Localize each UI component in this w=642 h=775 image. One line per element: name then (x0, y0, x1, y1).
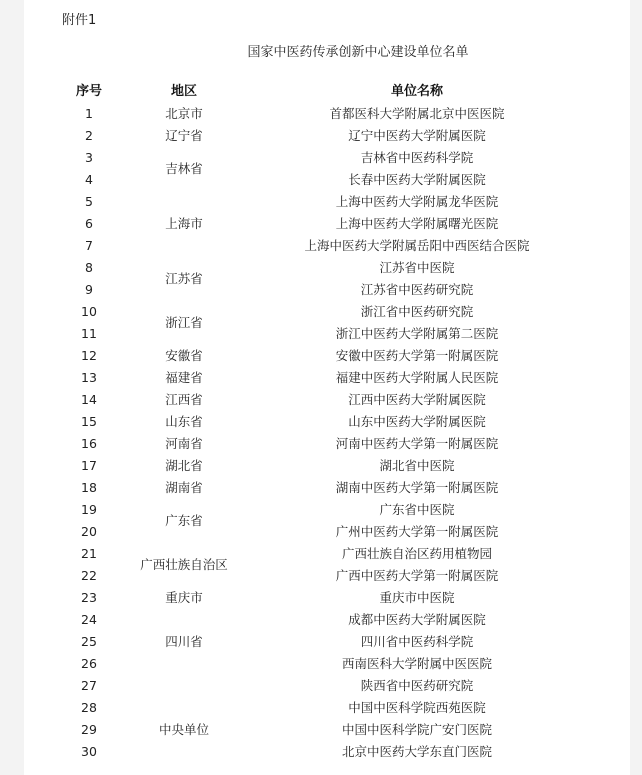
table-row (62, 345, 582, 367)
region-cell (116, 675, 252, 697)
left-margin-strip (0, 0, 24, 775)
seq-cell: 9 (85, 282, 93, 297)
unit-cell: 河南中医药大学第一附属医院 (335, 436, 499, 451)
table-row (62, 125, 582, 147)
table-row (62, 367, 582, 389)
seq-cell: 28 (81, 700, 97, 715)
unit-cell: 浙江中医药大学附属第二医院 (335, 326, 499, 341)
region-cell: 中央单位 (158, 722, 209, 737)
unit-cell: 中国中医科学院广安门医院 (341, 722, 492, 737)
unit-cell: 首都医科大学附属北京中医医院 (329, 106, 505, 121)
seq-cell: 7 (85, 238, 93, 253)
table-row (62, 499, 582, 521)
unit-cell: 江苏省中医药研究院 (360, 282, 474, 297)
region-cell: 四川省 (165, 634, 203, 649)
seq-cell: 18 (81, 480, 97, 495)
table-row (62, 609, 582, 631)
unit-cell: 重庆市中医院 (379, 590, 455, 605)
seq-cell: 27 (81, 678, 97, 693)
table-row (62, 191, 582, 213)
unit-cell: 长春中医药大学附属医院 (348, 172, 486, 187)
region-cell: 山东省 (165, 414, 203, 429)
table-row (62, 697, 582, 719)
unit-list-table (62, 81, 582, 763)
region-cell: 江西省 (165, 392, 203, 407)
unit-cell: 四川省中医药科学院 (360, 634, 474, 649)
seq-cell: 29 (81, 722, 97, 737)
document-title: 国家中医药传承创新中心建设单位名单 (247, 45, 469, 60)
unit-cell: 浙江省中医药研究院 (360, 304, 474, 319)
seq-cell: 20 (81, 524, 97, 539)
unit-cell: 安徽中医药大学第一附属医院 (335, 348, 499, 363)
region-cell: 北京市 (165, 106, 203, 121)
seq-cell: 6 (85, 216, 93, 231)
seq-cell: 8 (85, 260, 93, 275)
region-cell: 浙江省 (165, 315, 203, 330)
seq-cell: 2 (85, 128, 93, 143)
table-row (62, 675, 582, 697)
unit-cell: 北京中医药大学东直门医院 (341, 744, 492, 759)
seq-cell: 10 (81, 304, 97, 319)
unit-cell: 湖南中医药大学第一附属医院 (335, 480, 499, 495)
seq-cell: 14 (81, 392, 97, 407)
table-header-row (62, 81, 582, 103)
seq-cell: 12 (81, 348, 97, 363)
seq-cell: 30 (81, 744, 97, 759)
unit-cell: 湖北省中医院 (379, 458, 455, 473)
unit-cell: 山东中医药大学附属医院 (348, 414, 486, 429)
unit-cell: 陕西省中医药研究院 (360, 678, 474, 693)
table-row (62, 257, 582, 279)
table-row (62, 477, 582, 499)
seq-cell: 3 (85, 150, 93, 165)
right-margin-strip (630, 0, 642, 775)
table-row (62, 455, 582, 477)
seq-cell: 13 (81, 370, 97, 385)
region-cell: 广西壮族自治区 (140, 557, 228, 572)
header-region: 地区 (170, 84, 197, 99)
unit-cell: 上海中医药大学附属岳阳中西医结合医院 (304, 238, 530, 253)
seq-cell: 21 (81, 546, 97, 561)
region-cell: 湖南省 (165, 480, 203, 495)
unit-cell: 吉林省中医药科学院 (360, 150, 474, 165)
seq-cell: 25 (81, 634, 97, 649)
unit-cell: 江苏省中医院 (379, 260, 455, 275)
table-row (62, 147, 582, 169)
table-row (62, 411, 582, 433)
region-cell: 辽宁省 (165, 128, 203, 143)
unit-cell: 成都中医药大学附属医院 (348, 612, 486, 627)
unit-cell: 福建中医药大学附属人民医院 (335, 370, 499, 385)
unit-cell: 上海中医药大学附属龙华医院 (335, 194, 499, 209)
seq-cell: 1 (85, 106, 93, 121)
unit-cell: 江西中医药大学附属医院 (348, 392, 486, 407)
unit-cell: 中国中医科学院西苑医院 (348, 700, 486, 715)
header-unit: 单位名称 (390, 84, 443, 99)
seq-cell: 23 (81, 590, 97, 605)
table-row (62, 587, 582, 609)
region-cell: 广东省 (165, 513, 203, 528)
seq-cell: 5 (85, 194, 93, 209)
seq-cell: 24 (81, 612, 97, 627)
table-row (62, 543, 582, 565)
seq-cell: 22 (81, 568, 97, 583)
seq-cell: 26 (81, 656, 97, 671)
unit-cell: 广东省中医院 (379, 502, 455, 517)
unit-cell: 广西壮族自治区药用植物园 (341, 546, 492, 561)
unit-cell: 广州中医药大学第一附属医院 (335, 524, 499, 539)
attachment-label: 附件1 (62, 13, 97, 28)
header-seq: 序号 (75, 84, 102, 99)
unit-cell: 西南医科大学附属中医医院 (341, 656, 492, 671)
seq-cell: 11 (81, 326, 97, 341)
seq-cell: 16 (81, 436, 97, 451)
region-cell: 上海市 (165, 216, 203, 231)
seq-cell: 4 (85, 172, 93, 187)
region-cell: 江苏省 (165, 271, 203, 286)
seq-cell: 15 (81, 414, 97, 429)
region-cell: 湖北省 (165, 458, 203, 473)
table-row (62, 103, 582, 125)
table-row (62, 389, 582, 411)
table-row (62, 301, 582, 323)
seq-cell: 19 (81, 502, 97, 517)
region-cell: 安徽省 (165, 348, 203, 363)
unit-cell: 广西中医药大学第一附属医院 (335, 568, 499, 583)
region-cell: 河南省 (165, 436, 203, 451)
region-cell: 吉林省 (165, 161, 203, 176)
unit-cell: 辽宁中医药大学附属医院 (348, 128, 486, 143)
unit-cell: 上海中医药大学附属曙光医院 (335, 216, 499, 231)
region-cell: 福建省 (165, 370, 203, 385)
seq-cell: 17 (81, 458, 97, 473)
region-cell: 重庆市 (165, 590, 203, 605)
table-row (62, 433, 582, 455)
